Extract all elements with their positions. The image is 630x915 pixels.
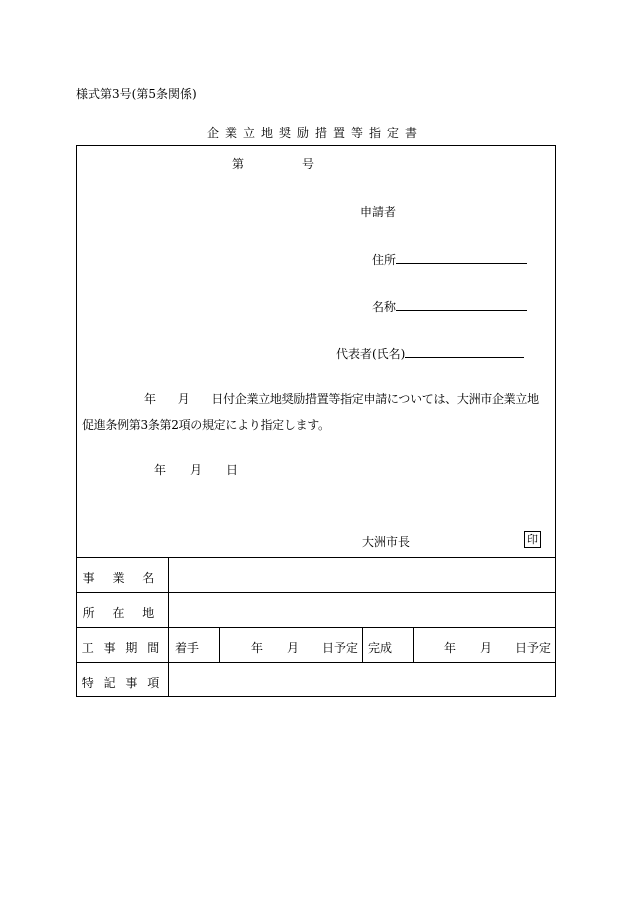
representative-label: 代表者(氏名) <box>336 347 406 361</box>
completion-day-planned: 日予定 <box>515 641 552 655</box>
address-field[interactable] <box>396 250 527 264</box>
completion-month: 月 <box>480 641 493 655</box>
name-label: 名称 <box>372 300 397 314</box>
start-day-planned: 日予定 <box>322 641 359 655</box>
name-field[interactable] <box>396 297 527 311</box>
representative-row <box>336 344 524 362</box>
address-label: 住所 <box>372 253 397 267</box>
special-notes-cell[interactable] <box>169 663 555 696</box>
table-line-2 <box>76 627 556 628</box>
issuer-title: 大洲市長 <box>362 535 411 549</box>
mid-divider <box>362 627 363 662</box>
start-year: 年 <box>251 641 264 655</box>
start-divider <box>219 627 220 662</box>
body-year: 年 <box>144 392 156 406</box>
start-label: 着手 <box>175 641 200 655</box>
business-name-cell[interactable] <box>169 558 555 592</box>
form-number: 様式第3号(第5条関係) <box>76 87 197 101</box>
body-month: 月 <box>177 392 190 406</box>
location-label: 所 在 地 <box>82 606 162 620</box>
designation-statement <box>82 386 550 438</box>
completion-label: 完成 <box>368 641 393 655</box>
name-row <box>372 297 527 315</box>
completion-year: 年 <box>444 641 457 655</box>
location-cell[interactable] <box>169 593 555 627</box>
date-year: 年 <box>154 463 167 477</box>
business-name-label: 事 業 名 <box>82 571 162 585</box>
address-row <box>372 250 527 268</box>
number-suffix: 号 <box>302 157 315 171</box>
seal-mark: 印 <box>524 531 541 548</box>
completion-divider <box>413 627 414 662</box>
document-title: 企業立地奨励措置等指定書 <box>206 126 423 140</box>
body-text: 日付企業立地奨励措置等指定申請については、大洲市企業立地促進条例第3条第2項の規定により指定します。 <box>82 392 539 432</box>
applicant-heading: 申請者 <box>360 205 397 219</box>
start-month: 月 <box>287 641 300 655</box>
number-prefix: 第 <box>232 157 245 171</box>
date-day: 日 <box>226 463 239 477</box>
representative-field[interactable] <box>405 344 524 358</box>
construction-period-label: 工 事 期 間 <box>81 641 163 655</box>
special-notes-label: 特 記 事 項 <box>81 676 163 690</box>
date-month: 月 <box>190 463 203 477</box>
